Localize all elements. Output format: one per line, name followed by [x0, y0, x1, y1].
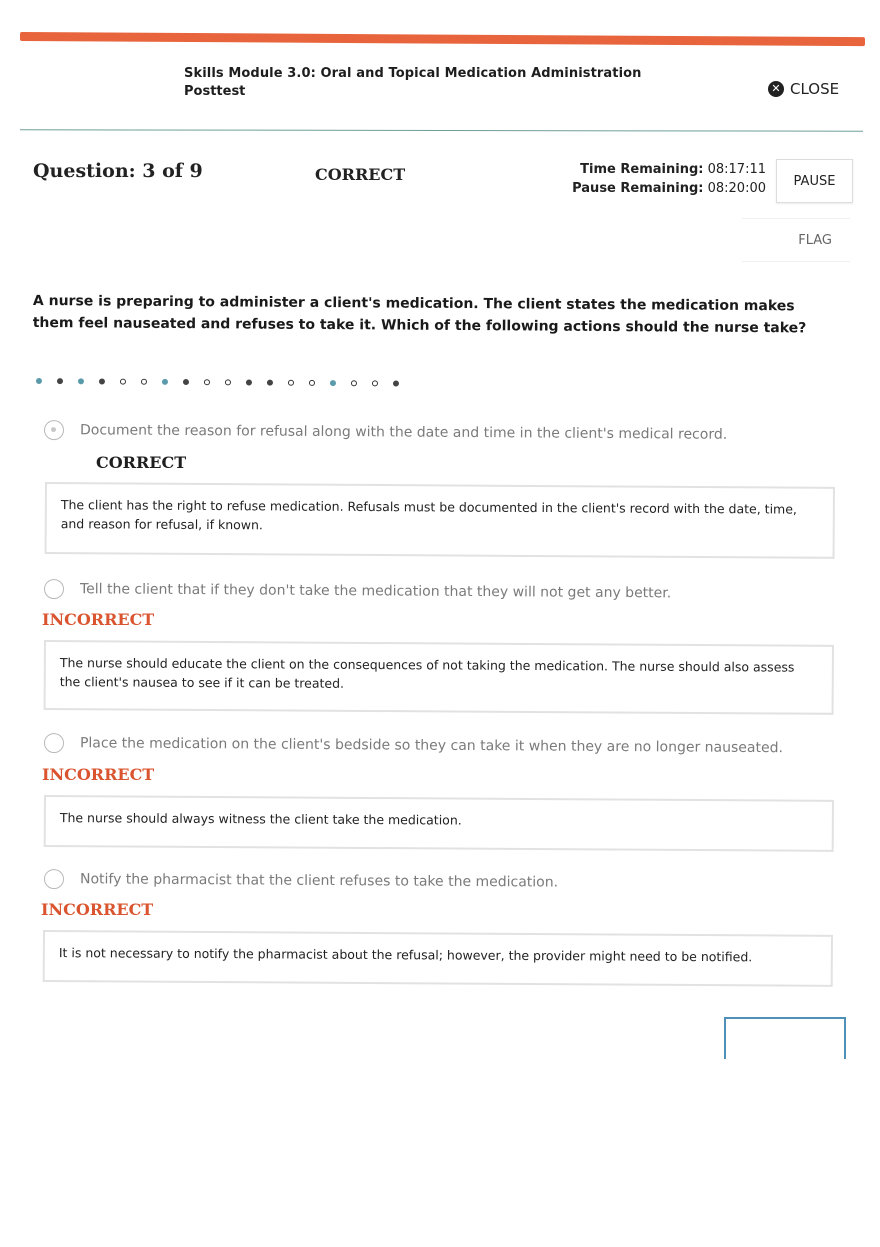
progress-dot[interactable]	[393, 380, 399, 386]
result-status: CORRECT	[315, 165, 406, 184]
progress-dot[interactable]	[99, 378, 105, 384]
header-divider	[20, 129, 863, 131]
answer-option-2[interactable]	[44, 579, 671, 603]
verdict-correct: CORRECT	[96, 453, 187, 472]
pause-button[interactable]: PAUSE	[776, 159, 853, 203]
progress-dot[interactable]	[36, 378, 42, 384]
flag-button[interactable]: FLAG	[742, 218, 850, 262]
progress-dot[interactable]	[78, 378, 84, 384]
radio-button-selected[interactable]	[44, 420, 64, 440]
progress-dot[interactable]	[288, 380, 294, 386]
feedback-box: The client has the right to refuse medication. Refusals must be documented in the client's record with the date, time, and reason for refusal, if known.	[45, 482, 835, 559]
progress-dot[interactable]	[204, 379, 210, 385]
progress-dot[interactable]	[330, 380, 336, 386]
radio-button[interactable]	[44, 579, 64, 599]
feedback-box: The nurse should educate the client on the consequences of not taking the medication. The nurse should also assess the client's nausea to see if it can be treated.	[44, 640, 834, 715]
progress-dot[interactable]	[225, 379, 231, 385]
progress-dots	[36, 378, 414, 387]
time-remaining: Time Remaining: 08:17:11	[580, 162, 766, 177]
progress-dot[interactable]	[246, 379, 252, 385]
progress-dot[interactable]	[162, 379, 168, 385]
x-circle-icon: ✕	[768, 81, 784, 97]
next-button[interactable]	[724, 1017, 846, 1059]
verdict-incorrect: INCORRECT	[41, 900, 154, 919]
answer-text: Notify the pharmacist that the client refuses to take the medication.	[79, 871, 559, 891]
answer-text: Document the reason for refusal along with the date and time in the client's medical record.	[79, 422, 728, 443]
progress-dot[interactable]	[267, 380, 273, 386]
question-counter: Question: 3 of 9	[33, 160, 203, 182]
question-text: A nurse is preparing to administer a client's medication. The client states the medication makes them feel nauseated and refuses to take it. Which of the following actions should the nurse take?	[32, 292, 807, 337]
answer-text: Tell the client that if they don't take the medication that they will not get any better.	[79, 581, 672, 602]
verdict-incorrect: INCORRECT	[42, 610, 155, 629]
answer-option-1[interactable]	[44, 420, 727, 445]
verdict-incorrect: INCORRECT	[42, 765, 155, 784]
pause-remaining: Pause Remaining: 08:20:00	[572, 181, 766, 196]
progress-dot[interactable]	[351, 380, 357, 386]
progress-dot[interactable]	[183, 379, 189, 385]
progress-dot[interactable]	[309, 380, 315, 386]
answer-text: Place the medication on the client's bedside so they can take it when they are no longer nauseated.	[79, 735, 784, 757]
accent-bar	[20, 32, 865, 46]
feedback-box: It is not necessary to notify the pharmacist about the refusal; however, the provider might need to be notified.	[43, 930, 833, 987]
radio-button[interactable]	[44, 869, 64, 889]
progress-dot[interactable]	[57, 378, 63, 384]
close-label: CLOSE	[790, 80, 840, 98]
progress-dot[interactable]	[120, 379, 126, 385]
answer-option-4[interactable]	[44, 869, 558, 893]
feedback-box: The nurse should always witness the client take the medication.	[44, 795, 834, 852]
progress-dot[interactable]	[372, 380, 378, 386]
answer-option-3[interactable]	[44, 733, 783, 758]
close-button[interactable]	[768, 80, 839, 98]
module-subtitle: Posttest	[184, 84, 246, 99]
progress-dot[interactable]	[141, 379, 147, 385]
timer-panel	[572, 160, 766, 198]
radio-button[interactable]	[44, 733, 64, 753]
module-title: Skills Module 3.0: Oral and Topical Medication Administration	[184, 66, 642, 81]
